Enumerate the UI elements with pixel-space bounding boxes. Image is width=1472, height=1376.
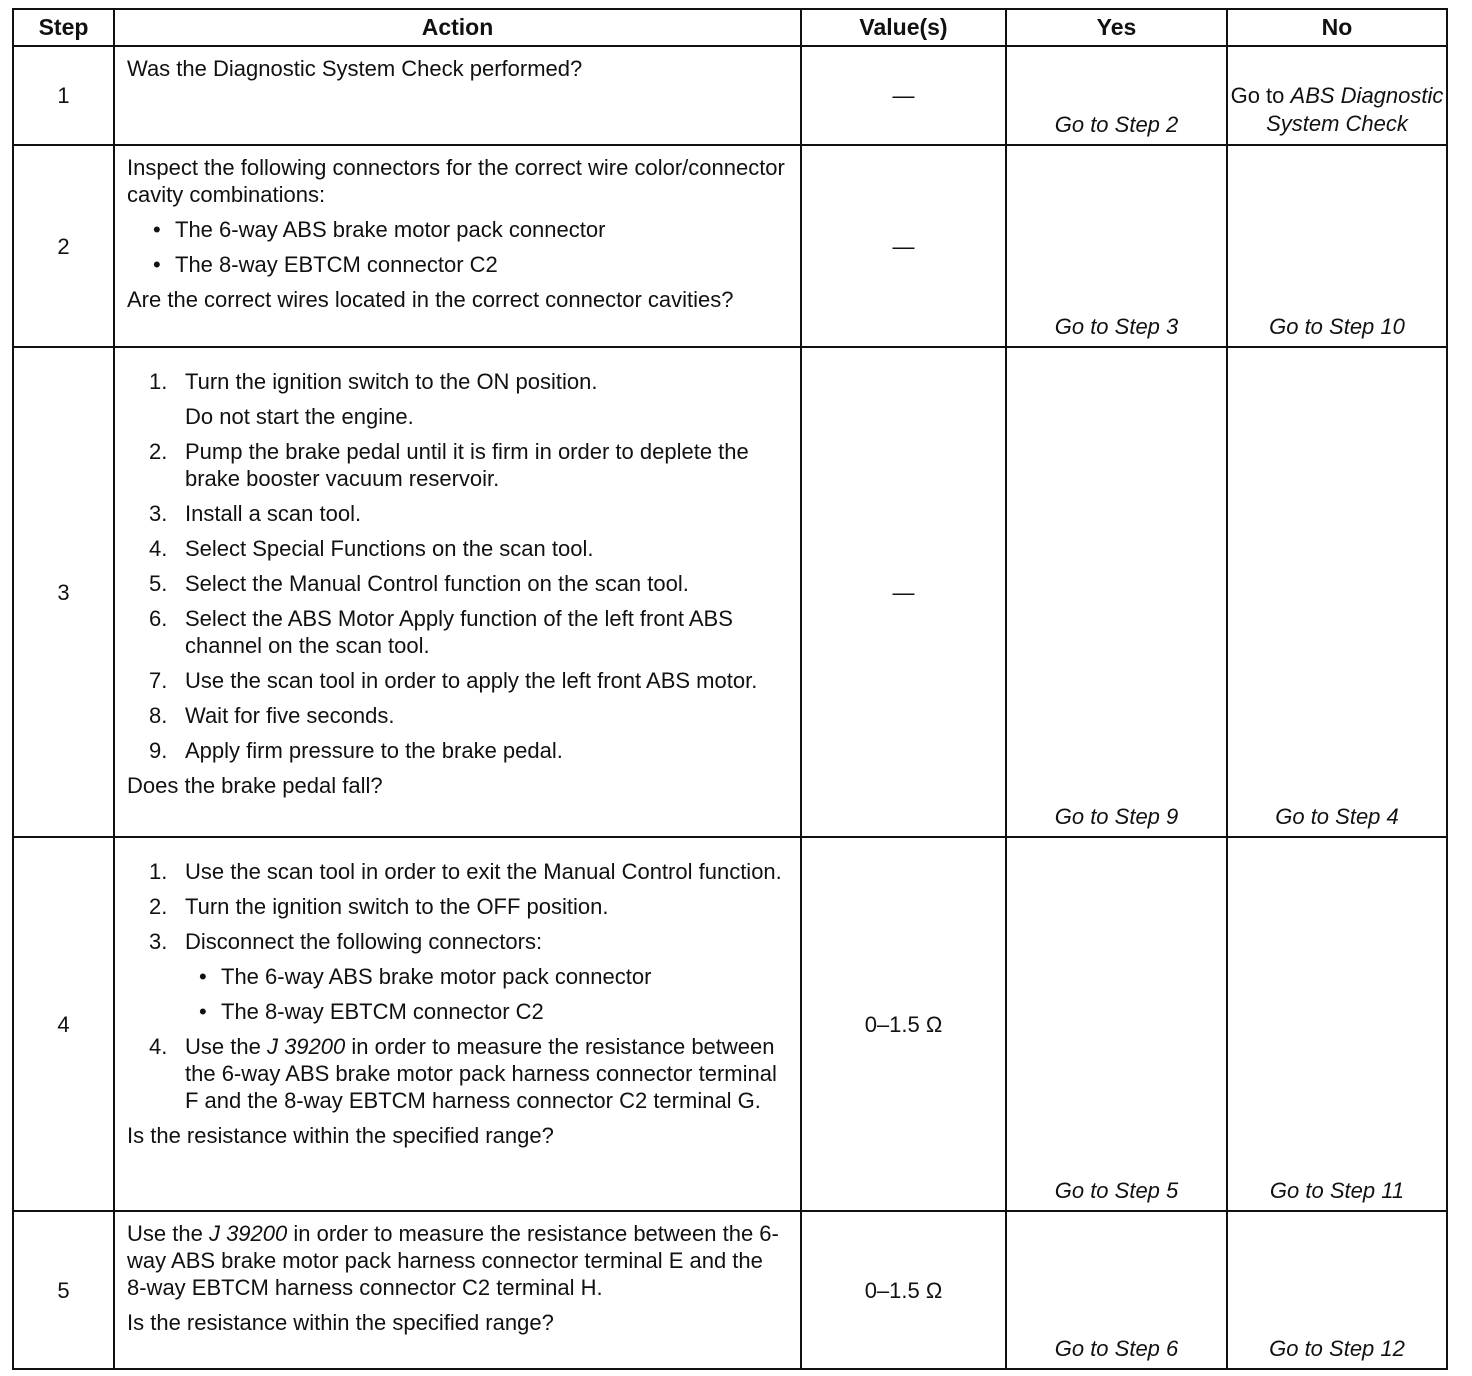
- action-question: Does the brake pedal fall?: [127, 773, 383, 798]
- table-row-step-3: [13, 347, 1447, 837]
- yes-cell: Go to Step 9: [1006, 347, 1227, 837]
- yes-cell: Go to Step 2: [1006, 46, 1227, 145]
- connector-list: [127, 216, 788, 278]
- header-yes: Yes: [1006, 9, 1227, 46]
- diagnostic-table: [12, 8, 1448, 1370]
- action-text: Use the J 39200 in order to measure the resistance between the 6-way ABS brake motor pack harness connector terminal E and the 8-way EBTCM harness connector C2 terminal H.: [127, 1221, 779, 1300]
- list-item: 6. Select the ABS Motor Apply function of the left front ABS channel on the scan tool.: [149, 606, 733, 658]
- list-item: • The 6-way ABS brake motor pack connector: [185, 963, 788, 990]
- no-prefix: Go to: [1230, 83, 1285, 108]
- no-cell: Go to Step 10: [1227, 145, 1447, 347]
- no-cell: [1227, 46, 1447, 145]
- action-cell: [114, 1211, 801, 1369]
- procedure-list: [127, 368, 788, 764]
- list-item: • The 8-way EBTCM connector C2: [127, 251, 788, 278]
- action-question: Is the resistance within the specified range?: [127, 1123, 554, 1148]
- list-item: 2. Pump the brake pedal until it is firm in order to deplete the brake booster vacuum reservoir.: [149, 439, 749, 491]
- no-reference: ABS Diagnostic System Check: [1266, 83, 1444, 136]
- step-number: 4: [13, 837, 114, 1211]
- list-item: 7. Use the scan tool in order to apply the left front ABS motor.: [149, 668, 758, 693]
- step-number: 5: [13, 1211, 114, 1369]
- tool-name: J 39200: [266, 1034, 346, 1059]
- procedure-list: [127, 858, 788, 1114]
- header-row: [13, 9, 1447, 46]
- tool-name: J 39200: [208, 1221, 288, 1246]
- list-item: 1. Use the scan tool in order to exit the Manual Control function.: [149, 859, 782, 884]
- value-cell: 0–1.5 Ω: [801, 837, 1006, 1211]
- yes-cell: Go to Step 3: [1006, 145, 1227, 347]
- list-item: 4. Use the J 39200 in order to measure the resistance between the 6-way ABS brake motor pack harness connector terminal F and the 8-way EBTCM harness connector C2 terminal G.: [149, 1034, 777, 1113]
- no-cell: Go to Step 12: [1227, 1211, 1447, 1369]
- action-question: Are the correct wires located in the correct connector cavities?: [127, 287, 734, 312]
- table-row-step-2: [13, 145, 1447, 347]
- list-item: 9. Apply firm pressure to the brake pedal.: [149, 738, 563, 763]
- list-item: • The 6-way ABS brake motor pack connector: [127, 216, 788, 243]
- action-cell: [114, 347, 801, 837]
- header-step: Step: [13, 9, 114, 46]
- table-row-step-1: [13, 46, 1447, 145]
- step-number: 3: [13, 347, 114, 837]
- action-question: Was the Diagnostic System Check performed?: [127, 56, 583, 81]
- value-cell: 0–1.5 Ω: [801, 1211, 1006, 1369]
- value-cell: —: [801, 347, 1006, 837]
- value-cell: —: [801, 46, 1006, 145]
- action-cell: [114, 46, 801, 145]
- yes-cell: Go to Step 5: [1006, 837, 1227, 1211]
- value-cell: —: [801, 145, 1006, 347]
- header-values: Value(s): [801, 9, 1006, 46]
- list-item: 3. Disconnect the following connectors: • The 6-way ABS brake motor pack connector • The 8-way EBTCM connector C2: [127, 928, 788, 1025]
- list-item: 1. Turn the ignition switch to the ON position. Do not start the engine.: [127, 368, 788, 430]
- step-number: 1: [13, 46, 114, 145]
- list-item: 4. Select Special Functions on the scan tool.: [149, 536, 594, 561]
- table-row-step-5: [13, 1211, 1447, 1369]
- list-item: 8. Wait for five seconds.: [149, 703, 395, 728]
- list-item: 2. Turn the ignition switch to the OFF position.: [149, 894, 609, 919]
- header-action: Action: [114, 9, 801, 46]
- action-question: Is the resistance within the specified range?: [127, 1310, 554, 1335]
- action-cell: [114, 837, 801, 1211]
- action-cell: [114, 145, 801, 347]
- table-row-step-4: [13, 837, 1447, 1211]
- list-item: 5. Select the Manual Control function on the scan tool.: [149, 571, 689, 596]
- action-intro: Inspect the following connectors for the correct wire color/connector cavity combinations:: [127, 155, 785, 207]
- no-cell: Go to Step 4: [1227, 347, 1447, 837]
- header-no: No: [1227, 9, 1447, 46]
- yes-cell: Go to Step 6: [1006, 1211, 1227, 1369]
- sub-note: Do not start the engine.: [185, 404, 414, 429]
- step-number: 2: [13, 145, 114, 347]
- no-cell: Go to Step 11: [1227, 837, 1447, 1211]
- list-item: • The 8-way EBTCM connector C2: [185, 998, 788, 1025]
- list-item: 3. Install a scan tool.: [149, 501, 362, 526]
- connector-list: [185, 963, 788, 1025]
